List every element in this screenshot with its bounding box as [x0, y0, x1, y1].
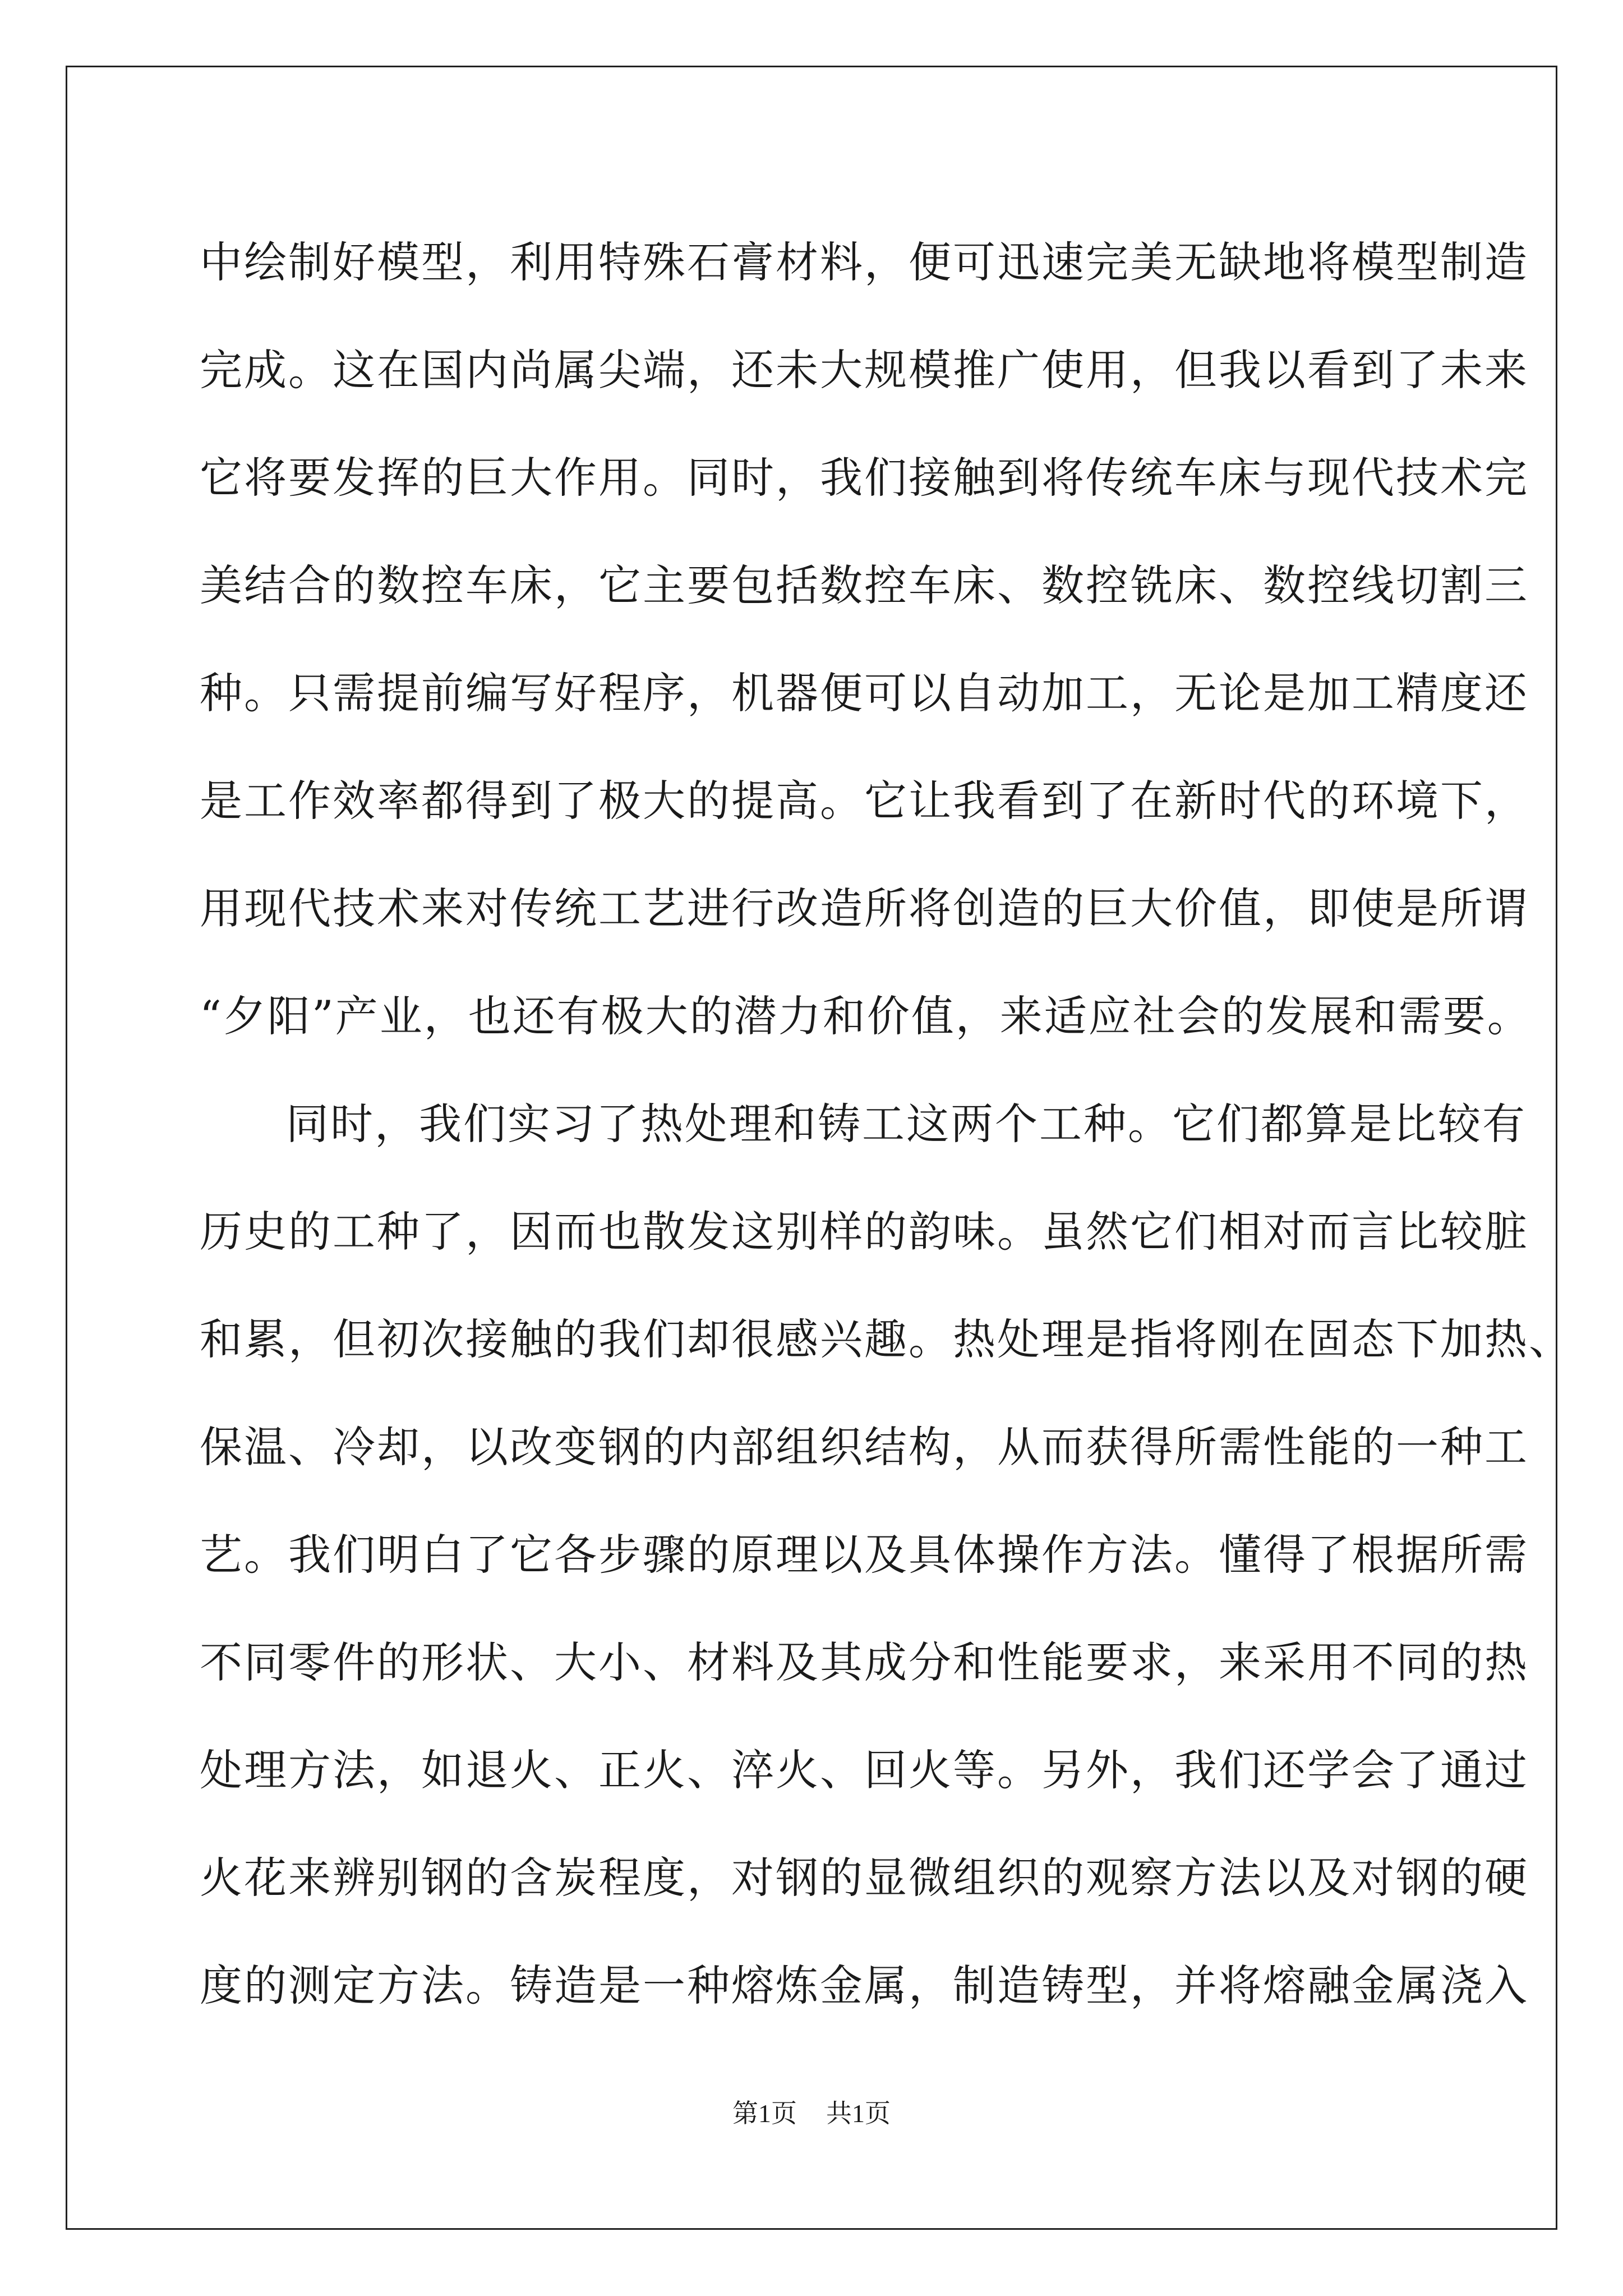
page-footer — [0, 2097, 1623, 2131]
text-line: 不同零件的形状、大小、材料及其成分和性能要求，来采用不同的热 — [200, 1637, 1529, 1687]
text-line: 和累，但初次接触的我们却很感兴趣。热处理是指将刚在固态下加热、 — [200, 1314, 1573, 1364]
page-number: 第1页 — [732, 2099, 797, 2128]
text-line: 度的测定方法。铸造是一种熔炼金属，制造铸型，并将熔融金属浇入 — [200, 1961, 1529, 2010]
text-line: 处理方法，如退火、正火、淬火、回火等。另外，我们还学会了通过 — [200, 1745, 1529, 1795]
page-total: 共1页 — [826, 2099, 891, 2128]
text-line: 火花来辨别钢的含炭程度，对钢的显微组织的观察方法以及对钢的硬 — [200, 1853, 1529, 1903]
text-line: 用现代技术来对传统工艺进行改造所将创造的巨大价值，即使是所谓 — [200, 884, 1529, 933]
text-line: 中绘制好模型，利用特殊石膏材料，便可迅速完美无缺地将模型制造 — [200, 237, 1529, 287]
text-line: 它将要发挥的巨大作用。同时，我们接触到将传统车床与现代技术完 — [200, 453, 1529, 503]
text-line: “夕阳”产业，也还有极大的潜力和价值，来适应社会的发展和需要。 — [200, 991, 1532, 1041]
text-line: 历史的工种了，因而也散发这别样的韵味。虽然它们相对而言比较脏 — [200, 1207, 1529, 1257]
text-line: 同时，我们实习了热处理和铸工这两个工种。它们都算是比较有 — [286, 1099, 1527, 1149]
text-line: 是工作效率都得到了极大的提高。它让我看到了在新时代的环境下， — [200, 776, 1529, 826]
text-line: 艺。我们明白了它各步骤的原理以及具体操作方法。懂得了根据所需 — [200, 1530, 1529, 1580]
text-line: 美结合的数控车床，它主要包括数控车床、数控铣床、数控线切割三 — [200, 560, 1529, 610]
text-line: 保温、冷却，以改变钢的内部组织结构，从而获得所需性能的一种工 — [200, 1422, 1529, 1472]
text-line: 种。只需提前编写好程序，机器便可以自动加工，无论是加工精度还 — [200, 668, 1529, 718]
text-line: 完成。这在国内尚属尖端，还未大规模推广使用，但我以看到了未来 — [200, 345, 1529, 395]
document-body — [200, 209, 1573, 2040]
